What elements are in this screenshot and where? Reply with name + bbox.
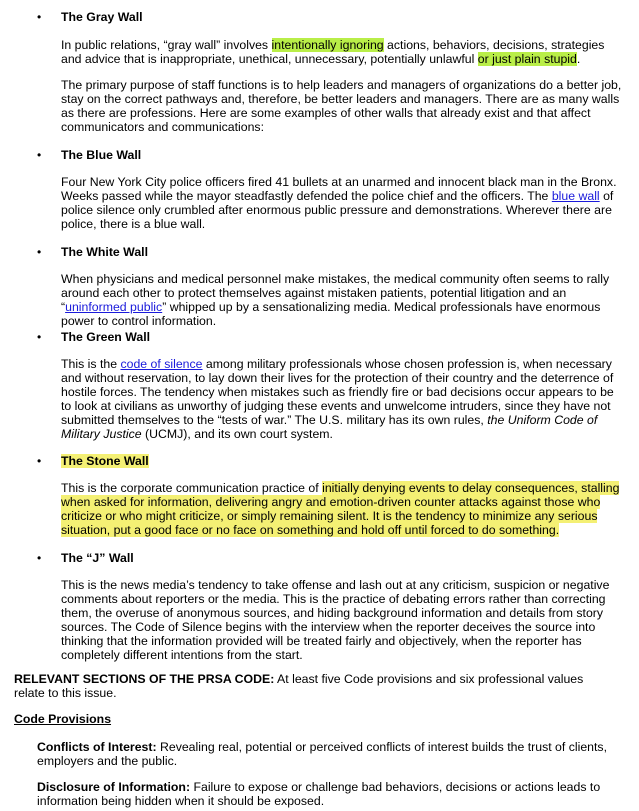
link-code-of-silence[interactable]: code of silence <box>120 357 203 371</box>
provision-conflicts-of-interest: Conflicts of Interest: Revealing real, potential or perceived conflicts of interest builds the trust of clients, employers and the public. <box>37 740 607 768</box>
bullet: • <box>37 245 42 259</box>
heading-green-wall: The Green Wall <box>61 330 151 344</box>
provision-disclosure-of-information: Disclosure of Information: Failure to expose or challenge bad behaviors, decisions or actions leads to information being hidden when it should be exposed. <box>37 780 601 808</box>
bullet: • <box>37 551 42 565</box>
link-blue-wall[interactable]: blue wall <box>551 189 600 203</box>
highlight: intentionally ignoring <box>271 38 384 52</box>
heading-blue-wall: The Blue Wall <box>61 148 142 162</box>
link-uninformed-public[interactable]: uninformed public <box>65 300 163 314</box>
paragraph-stone-wall: This is the corporate communication practice of initially denying events to delay consequences, stalling when asked for information, delivering angry and emotion-driven counter attacks against those who criticize or who might criticize, or simply remaining silent. It is the tendency to minimize any serious situation, put a good face or no face on something and hold off until forced to do something. <box>61 481 620 537</box>
heading-gray-wall: The Gray Wall <box>61 10 143 24</box>
paragraph-gray-wall-1: In public relations, “gray wall” involves intentionally ignoring actions, behaviors, decisions, strategies and advice that is inappropriate, unethical, unnecessary, potentially unlawful or just plain stupid. <box>61 38 605 66</box>
heading-j-wall: The “J” Wall <box>61 551 134 565</box>
heading-stone-wall: The Stone Wall <box>61 454 149 468</box>
relevant-sections: RELEVANT SECTIONS OF THE PRSA CODE: At least five Code provisions and six professional values relate to this issue. <box>14 672 584 700</box>
highlight: initially denying events to delay consequences, stalling when asked for information, delivering angry and emotion-driven counter attacks against those who criticize or who might criticize, or simply remaining silent. It is the tendency to minimize any serious situation, put a good face or no face on something and hold off until forced to do something. <box>61 481 620 537</box>
paragraph-gray-wall-2: The primary purpose of staff functions is to help leaders and managers of organizations do a better job, stay on the correct pathways and, therefore, be better leaders and managers. There are as many walls as there are professions. Here are some examples of other walls that already exist and that affect communicators and communications: <box>61 78 622 134</box>
bullet: • <box>37 454 42 468</box>
bullet: • <box>37 330 42 344</box>
highlight: or just plain stupid <box>477 52 577 66</box>
paragraph-green-wall: This is the code of silence among military professionals whose chosen profession is, when necessary and without reservation, to lay down their lives for the protection of their country and the deterrence of hostile forces. The tendency when mistakes such as friendly fire or bad decisions occur appears to be to look at civilians as unworthy of judging these events and unwelcome intruders, since they have not submitted themselves to the “tests of war.” The U.S. military has its own rules, the Uniform Code of Military Justice (UCMJ), and its own court system. <box>61 357 614 441</box>
heading-white-wall: The White Wall <box>61 245 148 259</box>
bullet: • <box>37 148 42 162</box>
paragraph-blue-wall: Four New York City police officers fired 41 bullets at an unarmed and innocent black man in the Bronx. Weeks passed while the mayor steadfastly defended the police chief and the officers. The blue wall of police silence only crumbled after enormous public pressure and demonstrations. Wherever there are police, there is a blue wall. <box>61 175 617 231</box>
paragraph-j-wall: This is the news media’s tendency to take offense and lash out at any criticism, suspicion or negative comments about reporters or the media. This is the practice of debating errors rather than correcting them, the overuse of anonymous sources, and hiding background information and details from story sources. The Code of Silence begins with the interview when the reporter deceives the source into thinking that the information provided will be treated fairly and objectively, when the reporter has completely different intentions from the start. <box>61 578 610 662</box>
paragraph-white-wall: When physicians and medical personnel make mistakes, the medical community often seems to rally around each other to protect themselves against mistaken patients, potential litigation and an “uninformed public” whipped up by a sensationalizing media. Medical professionals have enormous power to control information. <box>61 272 610 328</box>
bullet: • <box>37 10 42 24</box>
code-provisions-heading: Code Provisions <box>14 712 112 726</box>
